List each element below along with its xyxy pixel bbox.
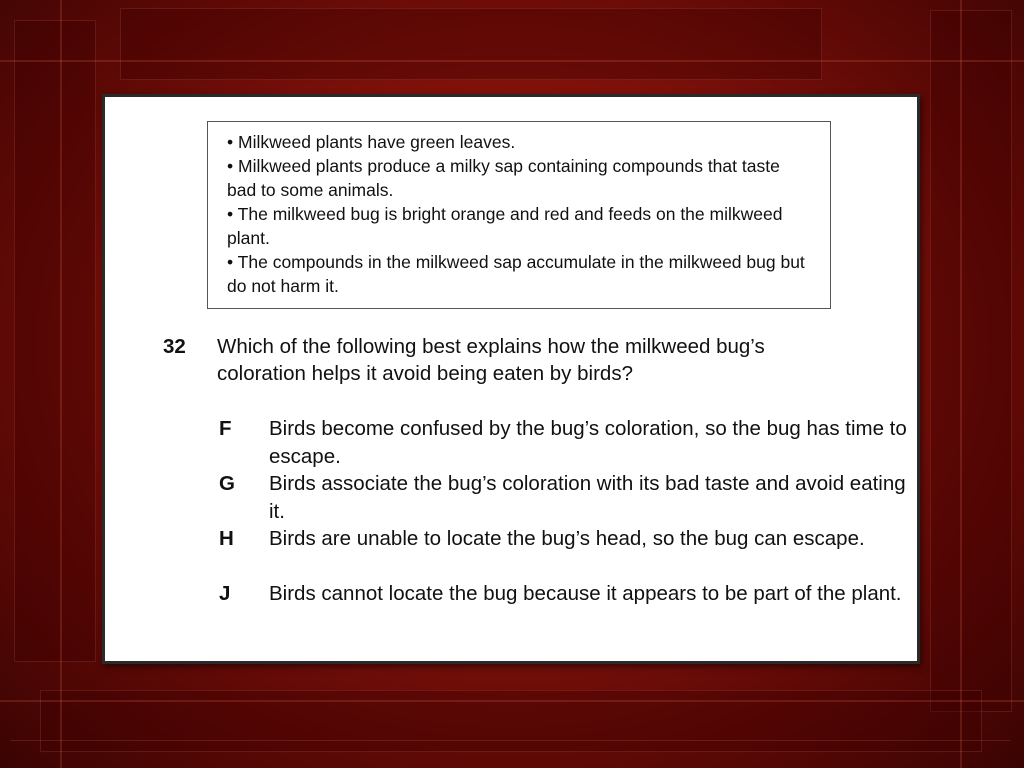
option-text: Birds become confused by the bug’s coloration, so the bug has time to escape. xyxy=(269,417,907,468)
fact-item: • The compounds in the milkweed sap accumulate in the milkweed bug but do not harm it. xyxy=(227,252,805,296)
fact-item: • The milkweed bug is bright orange and red and feeds on the milkweed plant. xyxy=(227,204,783,248)
bg-decor-line xyxy=(60,0,62,768)
option-letter: F xyxy=(219,417,232,440)
bg-decor-line xyxy=(0,700,1024,702)
option-letter: G xyxy=(219,472,235,495)
answer-option-g[interactable] xyxy=(163,470,923,525)
answer-option-j[interactable] xyxy=(163,580,923,635)
bg-decor-panel xyxy=(14,20,96,662)
option-text: Birds associate the bug’s coloration with its bad taste and avoid eating it. xyxy=(269,472,906,523)
answer-options xyxy=(163,415,923,635)
fact-item: • Milkweed plants have green leaves. xyxy=(227,132,516,152)
fact-item: • Milkweed plants produce a milky sap containing compounds that taste bad to some animals. xyxy=(227,156,780,200)
bg-decor-line xyxy=(10,740,1010,741)
question-number: 32 xyxy=(163,335,186,358)
question-card xyxy=(102,94,920,664)
option-text: Birds are unable to locate the bug’s head, so the bug can escape. xyxy=(269,527,865,550)
bg-decor-line xyxy=(960,0,962,768)
answer-option-f[interactable] xyxy=(163,415,923,470)
facts-box xyxy=(207,121,831,309)
option-letter: J xyxy=(219,582,231,605)
bg-decor-panel xyxy=(120,8,822,80)
bg-decor-panel xyxy=(930,10,1012,712)
question-text: Which of the following best explains how the milkweed bug’s coloration helps it avoid being eaten by birds? xyxy=(217,335,765,385)
option-text: Birds cannot locate the bug because it appears to be part of the plant. xyxy=(269,582,902,605)
bg-decor-line xyxy=(0,60,1024,62)
option-letter: H xyxy=(219,527,234,550)
answer-option-h[interactable] xyxy=(163,525,923,580)
